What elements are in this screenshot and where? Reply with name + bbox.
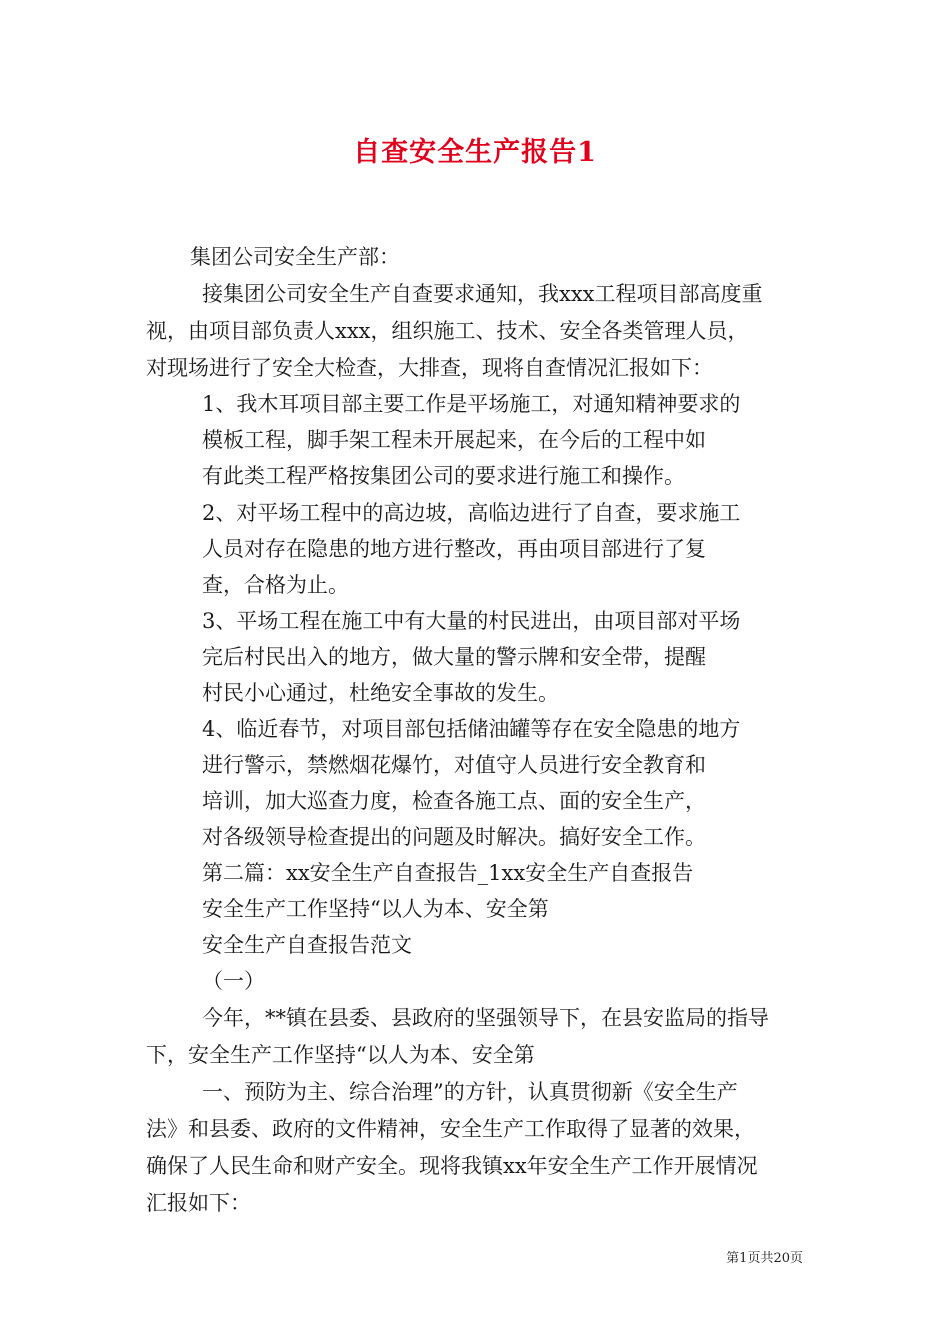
- text-line: 视，由项目部负责人xxx，组织施工、技术、安全各类管理人员，: [146, 319, 749, 343]
- document-title: 自查安全生产报告1: [353, 137, 597, 168]
- text-line: 一、预防为主、综合治理”的方针，认真贯彻新《安全生产: [202, 1080, 738, 1104]
- text-line: 完后村民出入的地方，做大量的警示牌和安全带，提醒: [202, 645, 706, 669]
- text-line: 下，安全生产工作坚持“以人为本、安全第: [146, 1043, 535, 1067]
- text-line: 1、我木耳项目部主要工作是平场施工，对通知精神要求的: [202, 392, 741, 416]
- text-line: 今年，**镇在县委、县政府的坚强领导下，在县安监局的指导: [202, 1006, 769, 1030]
- text-line: 确保了人民生命和财产安全。现将我镇xx年安全生产工作开展情况: [146, 1154, 758, 1178]
- text-line: 法》和县委、政府的文件精神，安全生产工作取得了显著的效果，: [146, 1117, 755, 1141]
- text-line: 对各级领导检查提出的问题及时解决。搞好安全工作。: [202, 825, 706, 849]
- text-line: 集团公司安全生产部：: [190, 245, 400, 269]
- text-line: 培训，加大巡查力度，检查各施工点、面的安全生产，: [202, 789, 706, 813]
- text-line: 汇报如下：: [146, 1191, 251, 1215]
- text-line: 进行警示，禁燃烟花爆竹，对值守人员进行安全教育和: [202, 753, 706, 777]
- text-line: 接集团公司安全生产自查要求通知，我xxx工程项目部高度重: [202, 282, 763, 306]
- text-line: 3、平场工程在施工中有大量的村民进出，由项目部对平场: [202, 609, 741, 633]
- text-line: 模板工程，脚手架工程未开展起来，在今后的工程中如: [202, 428, 706, 452]
- text-line: 安全生产工作坚持“以人为本、安全第: [202, 897, 549, 921]
- text-line: 查，合格为止。: [202, 573, 349, 597]
- text-line: 人员对存在隐患的地方进行整改，再由项目部进行了复: [202, 537, 706, 561]
- text-line: 有此类工程严格按集团公司的要求进行施工和操作。: [202, 464, 685, 488]
- text-line: 对现场进行了安全大检查，大排查，现将自查情况汇报如下：: [146, 356, 713, 380]
- text-line: 4、临近春节，对项目部包括储油罐等存在安全隐患的地方: [202, 717, 741, 741]
- page-number: 第1页共20页: [726, 1251, 803, 1266]
- text-line: 村民小心通过，杜绝安全事故的发生。: [202, 681, 559, 705]
- text-line: 安全生产自查报告范文: [202, 933, 412, 957]
- text-line: 第二篇：xx安全生产自查报告_1xx安全生产自查报告: [202, 861, 694, 885]
- text-line: （一）: [202, 969, 265, 993]
- text-line: 2、对平场工程中的高边坡，高临边进行了自查，要求施工: [202, 501, 741, 525]
